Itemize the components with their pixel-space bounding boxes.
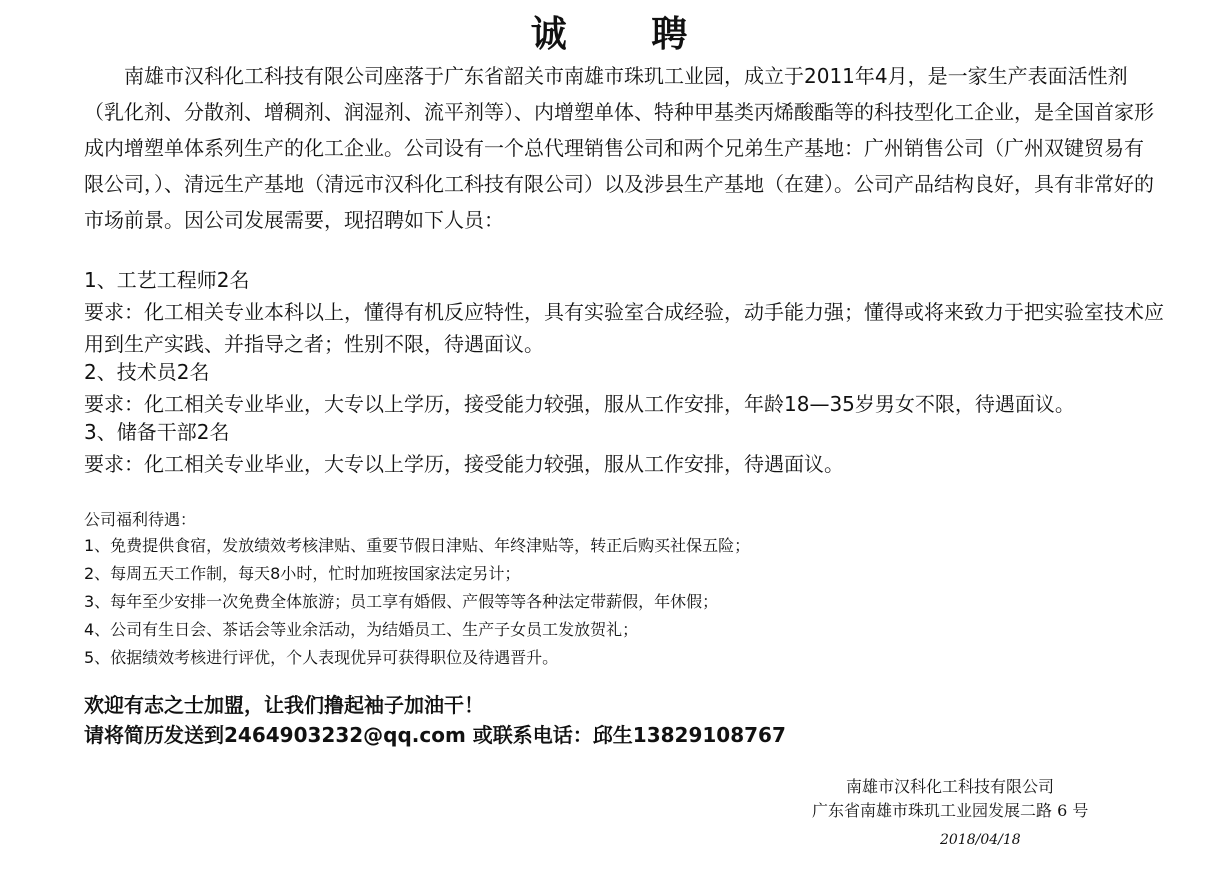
welfare-item: 4、公司有生日会、茶话会等业余活动，为结婚员工、生产子女员工发放贺礼； [84, 620, 639, 639]
footer-company-name: 南雄市汉科化工科技有限公司 [846, 777, 1055, 796]
position-heading: 2、技术员2名 [84, 360, 210, 384]
welfare-title: 公司福利待遇： [84, 510, 197, 529]
welfare-item: 2、每周五天工作制，每天8小时，忙时加班按国家法定另计； [84, 564, 521, 583]
welfare-item: 5、依据绩效考核进行评优，个人表现优异可获得职位及待遇晋升。 [84, 648, 559, 667]
position-requirement: 要求：化工相关专业毕业，大专以上学历，接受能力较强，服从工作安排，待遇面议。 [84, 452, 844, 476]
position-heading: 1、工艺工程师2名 [84, 268, 250, 292]
position-requirement: 要求：化工相关专业毕业，大专以上学历，接受能力较强，服从工作安排，年龄18—35岁男女不限，待遇面议。 [84, 392, 1075, 416]
footer-date: 2018/04/18 [940, 832, 1021, 848]
position-heading: 3、储备干部2名 [84, 420, 230, 444]
welfare-item: 1、免费提供食宿，发放绩效考核津贴、重要节假日津贴、年终津贴等，转正后购买社保五险； [84, 536, 751, 555]
position-section-3 [84, 416, 1174, 480]
welcome-message: 欢迎有志之士加盟，让我们撸起袖子加油干！ [84, 693, 484, 717]
position-section-2 [84, 356, 1174, 420]
welfare-list [84, 532, 1084, 672]
position-requirement: 要求：化工相关专业本科以上，懂得有机反应特性，具有实验室合成经验，动手能力强；懂得或将来致力于把实验室技术应用到生产实践、并指导之者；性别不限，待遇面议。 [84, 300, 1164, 356]
contact-info: 请将简历发送到2464903232@qq.com 或联系电话：邱生13829108767 [84, 723, 786, 747]
position-section-1 [84, 264, 1174, 360]
company-intro-paragraph: 南雄市汉科化工科技有限公司座落于广东省韶关市南雄市珠玑工业园，成立于2011年4月，是一家生产表面活性剂（乳化剂、分散剂、增稠剂、润湿剂、流平剂等）、内增塑单体、特种甲基类丙烯酸酯等的科技型化工企业，是全国首家形成内增塑单体系列生产的化工企业。公司设有一个总代理销售公司和两个兄弟生产基地：广州销售公司（广州双键贸易有限公司，）、清远生产基地（清远市汉科化工科技有限公司）以及涉县生产基地（在建）。公司产品结构良好，具有非常好的市场前景。因公司发展需要，现招聘如下人员： [84, 64, 1154, 232]
welfare-item: 3、每年至少安排一次免费全体旅游；员工享有婚假、产假等等各种法定带薪假，年休假； [84, 592, 719, 611]
footer-address: 广东省南雄市珠玑工业园发展二路 6 号 [812, 801, 1089, 820]
page-title: 诚 聘 [530, 13, 724, 55]
